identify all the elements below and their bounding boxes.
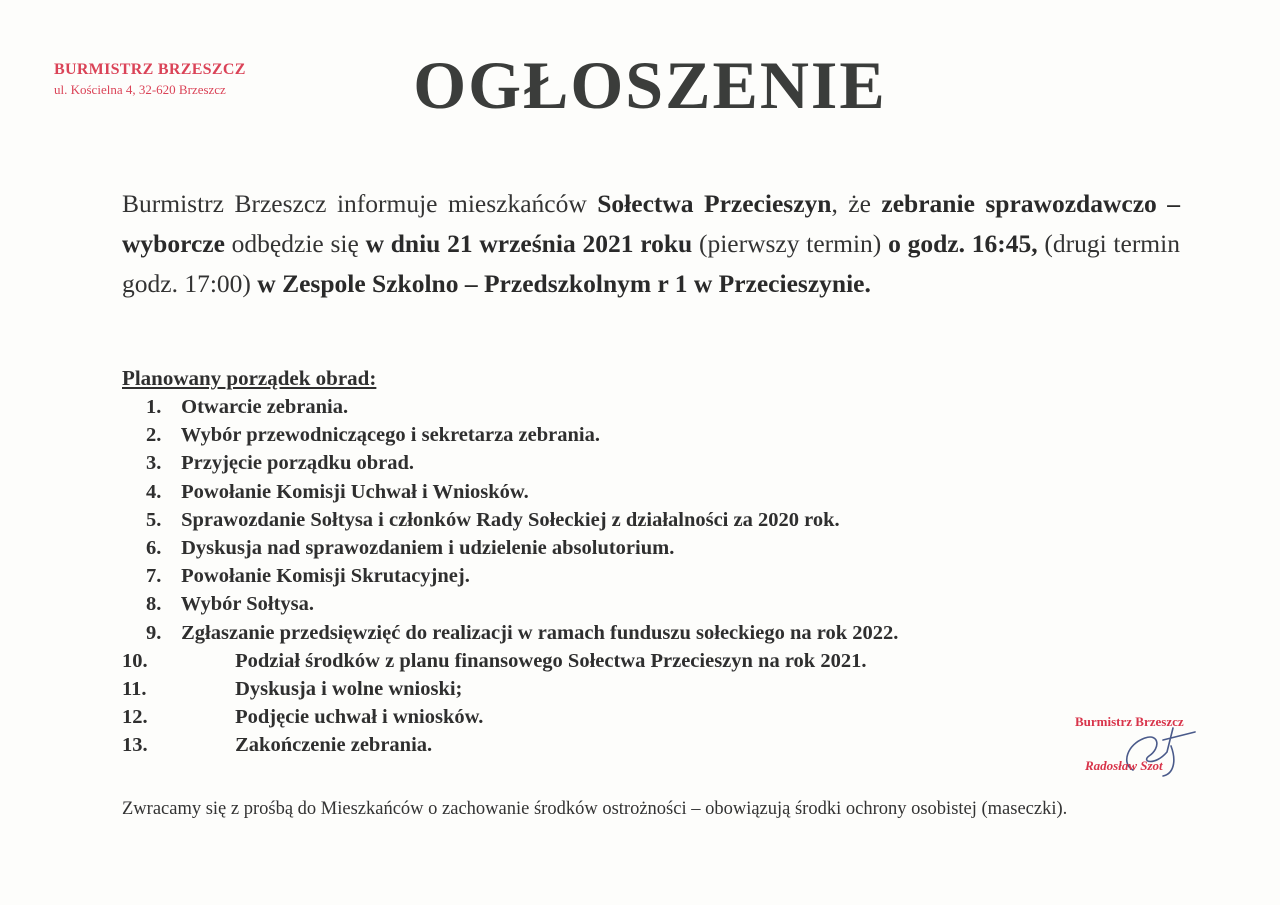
- intro-bold-text: Sołectwa Przecieszyn: [597, 189, 832, 218]
- agenda-item-number: 8.: [146, 593, 162, 616]
- intro-bold-text: zebranie sprawozdawczo – wyborcze: [122, 189, 1180, 258]
- agenda-item-number: 4.: [146, 480, 162, 503]
- agenda-item-number: 9.: [146, 621, 162, 644]
- intro-bold-text: o godz. 16:45,: [888, 229, 1038, 258]
- agenda-item-number: 12.: [122, 706, 148, 729]
- agenda-item-text: Przyjęcie porządku obrad.: [176, 452, 414, 475]
- agenda-heading: Planowany porządek obrad:: [122, 366, 377, 390]
- intro-text: odbędzie się: [224, 229, 366, 258]
- agenda-item: [122, 731, 1082, 759]
- agenda-item: [122, 421, 1082, 449]
- intro-bold-text: w Zespole Szkolno – Przedszkolnym r 1 w Przecieszynie.: [257, 269, 871, 298]
- agenda-item: [122, 590, 1082, 618]
- agenda-item-number: 1.: [146, 396, 162, 418]
- agenda-item-text: Podjęcie uchwał i wniosków.: [230, 706, 484, 729]
- agenda-item-text: Wybór przewodniczącego i sekretarza zebrania.: [176, 424, 600, 447]
- agenda-item: [122, 506, 1082, 534]
- agenda-list: [122, 393, 1082, 759]
- agenda-item-number: 5.: [146, 508, 162, 531]
- agenda-item-number: 10.: [122, 649, 148, 672]
- agenda-item-text: Wybór Sołtysa.: [176, 593, 315, 616]
- agenda-item: [122, 675, 1082, 703]
- agenda-item-text: Dyskusja i wolne wnioski;: [230, 677, 463, 700]
- signature-stamp-line1: Burmistrz Brzeszcz: [1075, 714, 1184, 729]
- agenda-item-text: Otwarcie zebrania.: [176, 396, 349, 418]
- office-stamp-line2: ul. Kościelna 4, 32-620 Brzeszcz: [54, 82, 226, 97]
- agenda-item: [122, 647, 1082, 675]
- page-title: OGŁOSZENIE: [413, 47, 887, 123]
- signature-stamp: [1073, 710, 1213, 782]
- intro-text: , że: [831, 189, 882, 218]
- agenda-item-number: 7.: [146, 565, 162, 588]
- agenda-item: [122, 703, 1082, 731]
- office-stamp-line1: BURMISTRZ BRZESZCZ: [54, 61, 246, 78]
- agenda-item: [122, 534, 1082, 562]
- agenda-item-text: Zakończenie zebrania.: [230, 734, 433, 757]
- agenda-item-number: 3.: [146, 452, 162, 475]
- agenda-item-text: Dyskusja nad sprawozdaniem i udzielenie absolutorium.: [176, 536, 675, 559]
- agenda-item-text: Sprawozdanie Sołtysa i członków Rady Sołeckiej z działalności za 2020 rok.: [176, 508, 840, 531]
- footer-note: Zwracamy się z prośbą do Mieszkańców o zachowanie środków ostrożności – obowiązują środki ochrony osobistej (maseczki).: [122, 799, 1068, 819]
- agenda-item-number: 11.: [122, 677, 147, 700]
- agenda-item-text: Podział środków z planu finansowego Sołectwa Przecieszyn na rok 2021.: [230, 649, 867, 672]
- agenda-item-text: Powołanie Komisji Uchwał i Wniosków.: [176, 480, 529, 503]
- intro-text: (pierwszy termin): [692, 229, 889, 258]
- agenda-item-number: 2.: [146, 424, 162, 447]
- intro-text: (drugi termin godz. 17:00): [122, 229, 1180, 298]
- agenda-item: [122, 619, 1082, 647]
- intro-bold-text: w dniu 21 września 2021 roku: [365, 229, 693, 258]
- intro-text: Burmistrz Brzeszcz informuje mieszkańców: [122, 189, 598, 218]
- agenda-item: [122, 449, 1082, 477]
- signature-stamp-line2: Radosław Szot: [1085, 758, 1163, 773]
- agenda-item-number: 6.: [146, 536, 162, 559]
- agenda-item-number: 13.: [122, 734, 148, 757]
- agenda-item: [122, 393, 1082, 421]
- agenda-item: [122, 562, 1082, 590]
- agenda-item-text: Zgłaszanie przedsięwzięć do realizacji w ramach funduszu sołeckiego na rok 2022.: [176, 621, 899, 644]
- agenda-item: [122, 478, 1082, 506]
- intro-paragraph: [122, 184, 1180, 304]
- agenda-item-text: Powołanie Komisji Skrutacyjnej.: [176, 565, 470, 588]
